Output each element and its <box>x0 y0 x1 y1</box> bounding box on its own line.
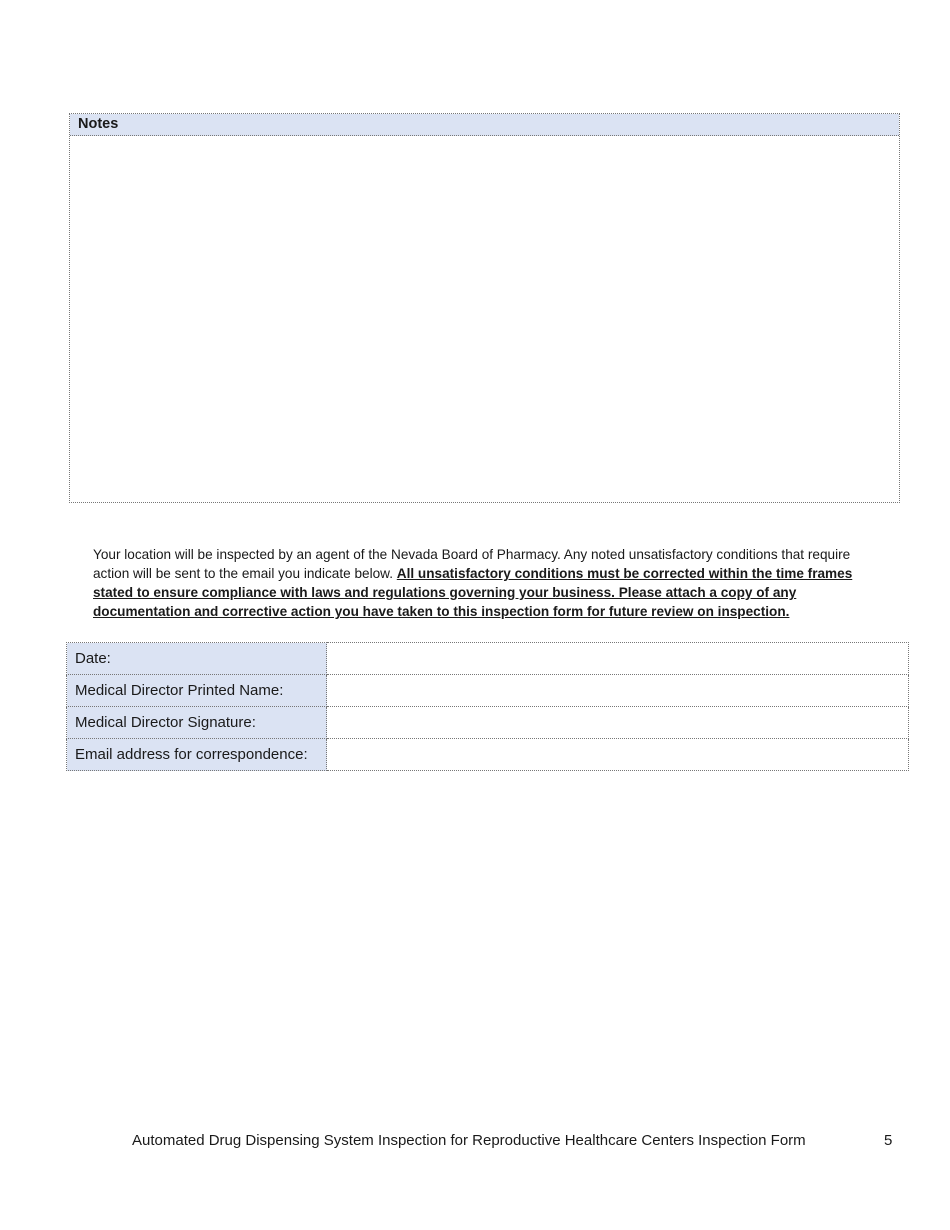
notes-field[interactable] <box>70 136 899 502</box>
printed-name-label: Medical Director Printed Name: <box>67 675 327 707</box>
signature-field[interactable] <box>327 707 909 739</box>
table-row <box>67 739 909 771</box>
page-number: 5 <box>884 1132 893 1149</box>
footer-title: Automated Drug Dispensing System Inspection for Reproductive Healthcare Centers Inspection Form <box>132 1132 806 1149</box>
signature-label: Medical Director Signature: <box>67 707 327 739</box>
inspection-notice <box>93 545 863 621</box>
table-row <box>67 675 909 707</box>
date-field[interactable] <box>327 643 909 675</box>
notes-section <box>69 113 900 503</box>
table-row <box>67 707 909 739</box>
notice-emphasis: All unsatisfactory conditions must be corrected within the time frames stated to ensure compliance with laws and regulations governing your business. Please attach a copy of any documentation and corrective action you have taken to this inspection form for future review on inspection. <box>93 566 853 619</box>
email-label: Email address for correspondence: <box>67 739 327 771</box>
notes-header: Notes <box>70 114 899 136</box>
printed-name-field[interactable] <box>327 675 909 707</box>
email-field[interactable] <box>327 739 909 771</box>
notice-text: Your location will be inspected by an agent of the Nevada Board of Pharmacy. Any noted unsatisfactory conditions that require action will be sent to the email you indicate below. <box>93 547 851 581</box>
signature-table <box>66 642 909 771</box>
date-label: Date: <box>67 643 327 675</box>
table-row <box>67 643 909 675</box>
